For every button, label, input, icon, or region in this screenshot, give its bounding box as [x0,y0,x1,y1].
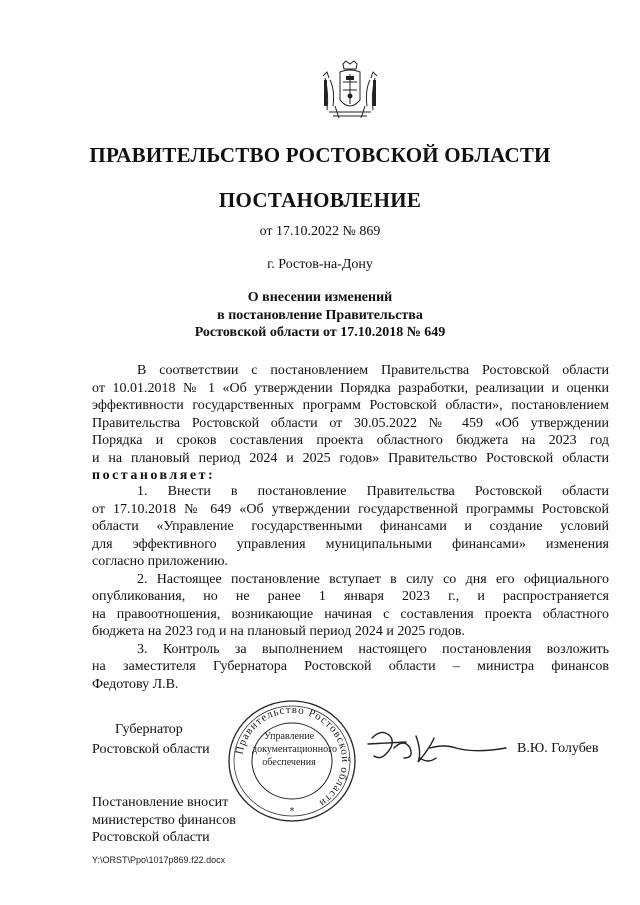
signatory-position [92,720,210,760]
position-line: Губернатор [115,722,183,737]
text-line: от 10.01.2018 № 1 «Об утверждении Порядка разработки, реализации и оценки [92,380,609,396]
point-1-line: области «Управление государственными финансами и создание условий [92,519,609,534]
position-line: Ростовской области [92,742,210,757]
text-line: эффективности государственных программ Ростовской области», постановлением [92,398,609,413]
handwritten-signature [360,718,510,778]
subject-line: в постановление Правительства [217,307,423,323]
document-city: г. Ростов-на-Дону [267,257,373,272]
stamp-ring-text: Правительство Ростовской области [233,703,352,810]
preamble-paragraph [92,362,609,485]
introducer-line: Ростовской области [92,830,210,845]
stamp-line: Управление [263,731,315,742]
point-2-line: бюджета на 2023 год и на плановый период 2024 и 2025 годов. [92,624,466,639]
file-path: Y:\ORST\Ppo\1017p869.f22.docx [92,855,226,865]
signatory-name: В.Ю. Голубев [517,741,599,756]
point-1-line: от 17.10.2018 № 649 «Об утверждении государственной программы Ростовской [92,501,609,517]
svg-text:*: * [289,806,295,817]
text-line: Правительства Ростовской области от 30.05.2022 № 459 «Об утверждении [92,415,609,431]
subject-line: Ростовской области от 17.10.2018 № 649 [194,325,446,340]
text-line: и на плановый период 2024 и 2025 годов» Правительство Ростовской области [92,450,609,466]
decree-word: постановляет: [92,468,216,483]
point-2-line: опубликования, но не ранее 1 января 2023 г., и распространяется [92,589,609,604]
point-3-line: Федотову Л.В. [92,676,179,692]
point-1-line: 1. Внести в постановление Правительства Ростовской области [137,484,609,499]
point-1-line: согласно приложению. [92,554,228,569]
introducer-line: министерство финансов [92,812,236,828]
point-2-line: 2. Настоящее постановление вступает в силу со дня его официального [137,571,609,587]
text-line: Порядка и сроков составления проекта областного бюджета на 2023 год [92,433,609,448]
point-2-line: на правоотношения, возникающие начиная с составления проекта областного [92,606,609,622]
introducer-note [92,794,236,847]
stamp-inner-text [252,730,337,769]
government-title: ПРАВИТЕЛЬСТВО РОСТОВСКОЙ ОБЛАСТИ [89,143,551,167]
introducer-line: Постановление вносит [92,795,229,810]
document-date-number: от 17.10.2022 № 869 [259,224,381,239]
point-1-line: для эффективного управления муниципальными финансами» изменения [92,536,609,552]
point-3-line: на заместителя Губернатора Ростовской области – министра финансов [92,659,609,674]
text-line: В соответствии с постановлением Правительства Ростовской области [137,363,609,378]
stamp-line: обеспечения [262,757,316,768]
document-type: ПОСТАНОВЛЕНИЕ [218,188,422,212]
document-subject [0,289,640,342]
decree-points [92,483,609,693]
point-3-line: 3. Контроль за выполнением настоящего постановления возложить [137,641,609,657]
stamp-line: документационного [252,744,337,755]
subject-line: О внесении изменений [247,290,393,305]
coat-of-arms-icon [315,60,385,124]
